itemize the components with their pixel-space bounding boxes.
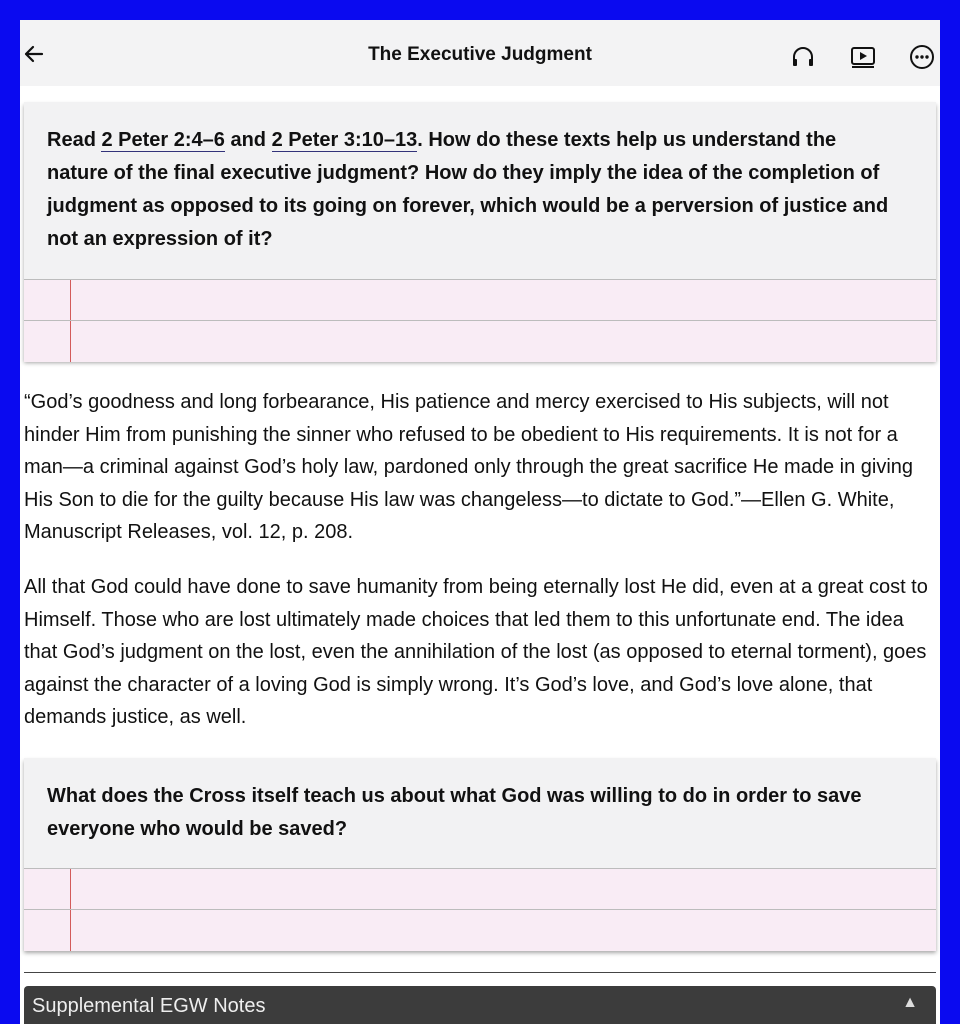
question-middle: and [224,129,272,151]
body-paragraph: All that God could have done to save humanity from being eternally lost He did, even at a great cost to Himself. Those who are lost ultimately made choices that led them to this unfortunate end. The idea that God’s judgment on the lost, even the annihilation of the lost (as opposed to eternal torment), goes against the character of a loving God is simply wrong. It’s God’s love, and God’s love alone, that demands justice, as well. [24,576,928,728]
question-text [47,124,896,256]
question-card-2 [24,758,936,950]
ruled-line [24,909,936,910]
scripture-link-1[interactable]: 2 Peter 2:4–6 [101,129,225,151]
answer-input-2[interactable] [24,868,936,951]
page-title: The Executive Judgment [368,44,592,65]
app-window [20,20,940,1024]
question-rest: . How do these texts help us understand the nature of the final executive judgment? How do they imply the idea of the completion of judgment as opposed to its going on forever, which would be a perversion of justice and not an expression of it? [47,129,889,250]
section-divider [24,972,936,973]
margin-line [70,280,71,362]
question-prefix: Read [47,129,102,151]
top-bar [20,20,940,86]
video-button[interactable] [849,44,877,75]
answer-input[interactable] [24,279,936,362]
more-button[interactable] [909,44,935,75]
chevron-icon: ▲ [902,994,918,1011]
scripture-link-2[interactable]: 2 Peter 3:10–13 [271,129,418,151]
audio-button[interactable] [790,44,816,75]
more-options-icon [909,44,935,70]
play-video-icon [849,44,877,70]
quote-paragraph: “God’s goodness and long forbearance, His patience and mercy exercised to His subjects, will not hinder Him from punishing the sinner who refused to be obedient to His requirements. It is not for a man—a criminal against God’s holy law, pardoned only through the great sacrifice He made in giving His Son to die for the guilty because His law was changeless—to dictate to God.”—Ellen G. White, Manuscript Releases, vol. 12, p. 208. [24,391,914,543]
question-text-2: What does the Cross itself teach us about what God was willing to do in order to save everyone who would be saved? [47,785,862,840]
margin-line [70,869,71,951]
supplemental-notes-bar[interactable] [24,986,936,1024]
headphones-icon [790,44,816,70]
ruled-line [24,320,936,321]
supplemental-notes-label: Supplemental EGW Notes [32,995,266,1017]
question-card [24,102,936,360]
